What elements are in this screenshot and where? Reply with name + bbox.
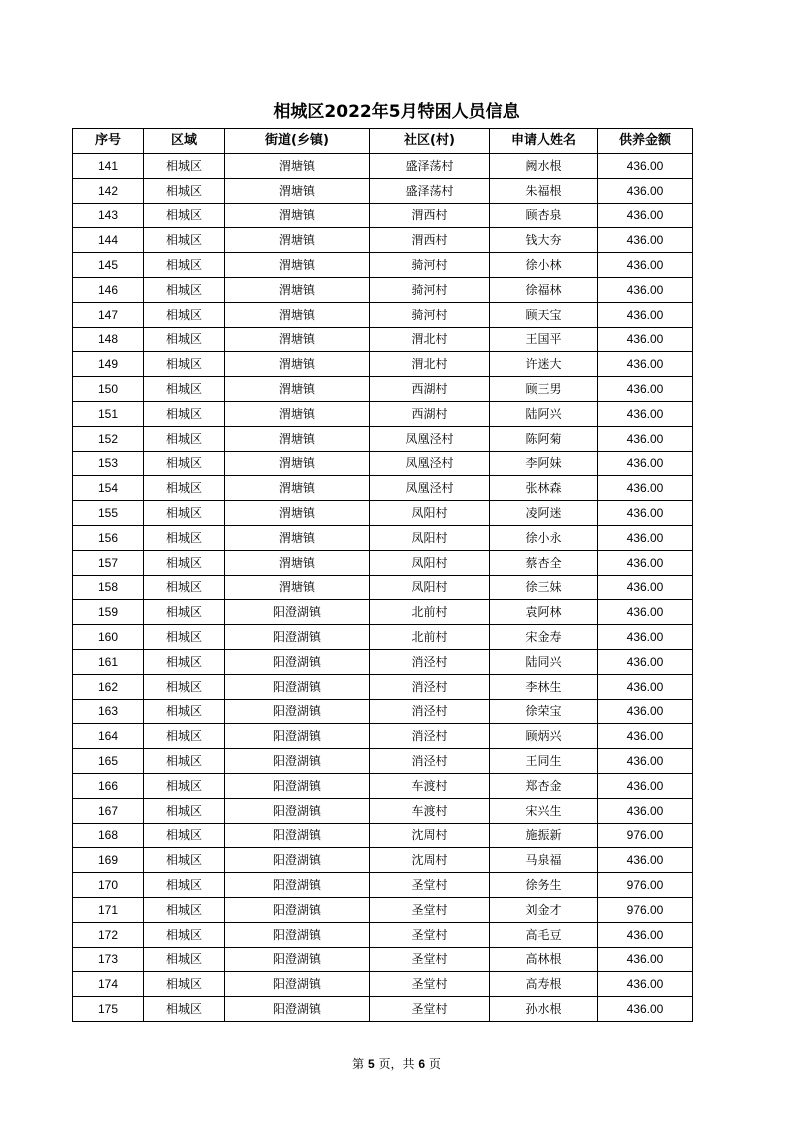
table-row (73, 253, 693, 278)
cell-index: 162 (73, 674, 144, 699)
cell-village: 凤凰泾村 (370, 476, 490, 501)
cell-name: 高毛豆 (490, 922, 598, 947)
cell-district: 相城区 (144, 848, 225, 873)
cell-district: 相城区 (144, 997, 225, 1022)
cell-amount: 436.00 (598, 501, 693, 526)
cell-name: 高林根 (490, 947, 598, 972)
cell-amount: 436.00 (598, 749, 693, 774)
cell-name: 徐小永 (490, 525, 598, 550)
cell-index: 153 (73, 451, 144, 476)
cell-name: 许迷大 (490, 352, 598, 377)
cell-town: 渭塘镇 (225, 352, 370, 377)
cell-village: 西湖村 (370, 401, 490, 426)
cell-town: 阳澄湖镇 (225, 798, 370, 823)
cell-village: 消泾村 (370, 699, 490, 724)
cell-district: 相城区 (144, 352, 225, 377)
cell-amount: 436.00 (598, 550, 693, 575)
data-table (72, 128, 693, 1022)
cell-town: 阳澄湖镇 (225, 922, 370, 947)
cell-village: 渭北村 (370, 352, 490, 377)
cell-district: 相城区 (144, 649, 225, 674)
cell-index: 144 (73, 228, 144, 253)
header-index: 序号 (73, 129, 144, 154)
cell-index: 156 (73, 525, 144, 550)
cell-name: 宋兴生 (490, 798, 598, 823)
cell-name: 钱大夯 (490, 228, 598, 253)
cell-index: 143 (73, 203, 144, 228)
cell-district: 相城区 (144, 674, 225, 699)
table-row (73, 649, 693, 674)
cell-district: 相城区 (144, 947, 225, 972)
cell-town: 渭塘镇 (225, 203, 370, 228)
cell-amount: 436.00 (598, 154, 693, 179)
cell-district: 相城区 (144, 699, 225, 724)
cell-index: 171 (73, 897, 144, 922)
table-row (73, 426, 693, 451)
cell-amount: 436.00 (598, 228, 693, 253)
table-row (73, 154, 693, 179)
cell-amount: 436.00 (598, 997, 693, 1022)
cell-amount: 436.00 (598, 724, 693, 749)
cell-village: 消泾村 (370, 749, 490, 774)
cell-district: 相城区 (144, 277, 225, 302)
cell-index: 169 (73, 848, 144, 873)
cell-district: 相城区 (144, 749, 225, 774)
footer-suffix: 页 (428, 1057, 441, 1071)
cell-index: 167 (73, 798, 144, 823)
table-row (73, 401, 693, 426)
cell-amount: 436.00 (598, 327, 693, 352)
table-row (73, 972, 693, 997)
cell-village: 沈周村 (370, 823, 490, 848)
table-row (73, 327, 693, 352)
cell-district: 相城区 (144, 154, 225, 179)
table-row (73, 773, 693, 798)
cell-village: 渭北村 (370, 327, 490, 352)
table-row (73, 203, 693, 228)
cell-name: 孙水根 (490, 997, 598, 1022)
cell-district: 相城区 (144, 451, 225, 476)
cell-town: 渭塘镇 (225, 154, 370, 179)
cell-village: 北前村 (370, 625, 490, 650)
cell-amount: 436.00 (598, 848, 693, 873)
table-row (73, 501, 693, 526)
page-title: 相城区2022年5月特困人员信息 (273, 102, 520, 122)
cell-index: 154 (73, 476, 144, 501)
cell-district: 相城区 (144, 426, 225, 451)
cell-amount: 436.00 (598, 451, 693, 476)
cell-amount: 436.00 (598, 302, 693, 327)
cell-village: 圣堂村 (370, 897, 490, 922)
cell-name: 顾天宝 (490, 302, 598, 327)
page-footer (0, 1056, 793, 1072)
cell-name: 陈阿菊 (490, 426, 598, 451)
cell-amount: 436.00 (598, 947, 693, 972)
cell-town: 阳澄湖镇 (225, 947, 370, 972)
cell-village: 圣堂村 (370, 972, 490, 997)
cell-amount: 976.00 (598, 873, 693, 898)
cell-town: 渭塘镇 (225, 253, 370, 278)
cell-district: 相城区 (144, 525, 225, 550)
cell-district: 相城区 (144, 302, 225, 327)
table-row (73, 922, 693, 947)
cell-index: 172 (73, 922, 144, 947)
cell-index: 175 (73, 997, 144, 1022)
cell-town: 阳澄湖镇 (225, 823, 370, 848)
cell-name: 高寿根 (490, 972, 598, 997)
cell-index: 145 (73, 253, 144, 278)
cell-district: 相城区 (144, 873, 225, 898)
cell-village: 车渡村 (370, 798, 490, 823)
cell-name: 顾杏泉 (490, 203, 598, 228)
cell-town: 渭塘镇 (225, 327, 370, 352)
cell-index: 158 (73, 575, 144, 600)
cell-village: 凤凰泾村 (370, 451, 490, 476)
cell-index: 149 (73, 352, 144, 377)
cell-name: 徐小林 (490, 253, 598, 278)
cell-amount: 436.00 (598, 699, 693, 724)
cell-name: 凌阿迷 (490, 501, 598, 526)
cell-index: 150 (73, 377, 144, 402)
cell-district: 相城区 (144, 401, 225, 426)
cell-district: 相城区 (144, 625, 225, 650)
table-row (73, 873, 693, 898)
cell-district: 相城区 (144, 550, 225, 575)
table-row (73, 451, 693, 476)
cell-village: 骑河村 (370, 253, 490, 278)
cell-village: 凤阳村 (370, 501, 490, 526)
cell-name: 徐务生 (490, 873, 598, 898)
cell-town: 渭塘镇 (225, 426, 370, 451)
table-row (73, 575, 693, 600)
cell-village: 消泾村 (370, 674, 490, 699)
cell-village: 骑河村 (370, 277, 490, 302)
cell-village: 西湖村 (370, 377, 490, 402)
cell-amount: 976.00 (598, 897, 693, 922)
cell-town: 阳澄湖镇 (225, 625, 370, 650)
cell-district: 相城区 (144, 897, 225, 922)
table-row (73, 897, 693, 922)
cell-village: 北前村 (370, 600, 490, 625)
cell-amount: 436.00 (598, 674, 693, 699)
cell-index: 163 (73, 699, 144, 724)
cell-name: 施振新 (490, 823, 598, 848)
cell-district: 相城区 (144, 253, 225, 278)
cell-amount: 436.00 (598, 649, 693, 674)
header-amount: 供养金额 (598, 129, 693, 154)
cell-town: 阳澄湖镇 (225, 848, 370, 873)
cell-village: 骑河村 (370, 302, 490, 327)
cell-name: 蔡杏全 (490, 550, 598, 575)
header-district: 区域 (144, 129, 225, 154)
table-row (73, 352, 693, 377)
cell-town: 渭塘镇 (225, 228, 370, 253)
footer-page-number: 5 (367, 1057, 375, 1071)
cell-village: 渭西村 (370, 228, 490, 253)
cell-index: 146 (73, 277, 144, 302)
cell-index: 160 (73, 625, 144, 650)
cell-village: 车渡村 (370, 773, 490, 798)
table-row (73, 699, 693, 724)
cell-district: 相城区 (144, 178, 225, 203)
cell-town: 阳澄湖镇 (225, 600, 370, 625)
cell-district: 相城区 (144, 377, 225, 402)
cell-town: 阳澄湖镇 (225, 897, 370, 922)
cell-name: 徐福林 (490, 277, 598, 302)
cell-index: 170 (73, 873, 144, 898)
cell-district: 相城区 (144, 972, 225, 997)
table-row (73, 600, 693, 625)
cell-district: 相城区 (144, 922, 225, 947)
header-name: 申请人姓名 (490, 129, 598, 154)
cell-index: 165 (73, 749, 144, 774)
header-town: 街道(乡镇) (225, 129, 370, 154)
cell-name: 王国平 (490, 327, 598, 352)
cell-village: 盛泽荡村 (370, 154, 490, 179)
table-row (73, 947, 693, 972)
cell-index: 151 (73, 401, 144, 426)
cell-village: 圣堂村 (370, 922, 490, 947)
cell-index: 159 (73, 600, 144, 625)
cell-index: 168 (73, 823, 144, 848)
cell-name: 李阿妹 (490, 451, 598, 476)
cell-town: 渭塘镇 (225, 476, 370, 501)
cell-amount: 436.00 (598, 203, 693, 228)
cell-index: 157 (73, 550, 144, 575)
header-village: 社区(村) (370, 129, 490, 154)
table-row (73, 302, 693, 327)
cell-town: 阳澄湖镇 (225, 649, 370, 674)
cell-name: 陆阿兴 (490, 401, 598, 426)
cell-name: 阙水根 (490, 154, 598, 179)
table-row (73, 525, 693, 550)
cell-town: 阳澄湖镇 (225, 749, 370, 774)
cell-name: 王同生 (490, 749, 598, 774)
cell-amount: 436.00 (598, 352, 693, 377)
cell-village: 凤阳村 (370, 550, 490, 575)
header-row (73, 129, 693, 154)
cell-town: 渭塘镇 (225, 451, 370, 476)
cell-district: 相城区 (144, 575, 225, 600)
cell-name: 朱福根 (490, 178, 598, 203)
cell-town: 渭塘镇 (225, 302, 370, 327)
cell-index: 148 (73, 327, 144, 352)
cell-village: 渭西村 (370, 203, 490, 228)
cell-town: 渭塘镇 (225, 178, 370, 203)
table-row (73, 277, 693, 302)
cell-name: 徐荣宝 (490, 699, 598, 724)
table-row (73, 674, 693, 699)
cell-district: 相城区 (144, 327, 225, 352)
cell-amount: 436.00 (598, 798, 693, 823)
cell-district: 相城区 (144, 228, 225, 253)
cell-name: 刘金才 (490, 897, 598, 922)
table-row (73, 550, 693, 575)
cell-village: 凤阳村 (370, 525, 490, 550)
table-row (73, 178, 693, 203)
cell-amount: 436.00 (598, 922, 693, 947)
cell-amount: 436.00 (598, 525, 693, 550)
cell-index: 173 (73, 947, 144, 972)
cell-index: 155 (73, 501, 144, 526)
cell-index: 161 (73, 649, 144, 674)
cell-amount: 976.00 (598, 823, 693, 848)
cell-town: 阳澄湖镇 (225, 773, 370, 798)
cell-index: 142 (73, 178, 144, 203)
cell-district: 相城区 (144, 773, 225, 798)
cell-town: 渭塘镇 (225, 277, 370, 302)
cell-name: 张林森 (490, 476, 598, 501)
table-row (73, 377, 693, 402)
table-row (73, 848, 693, 873)
cell-amount: 436.00 (598, 178, 693, 203)
cell-name: 袁阿林 (490, 600, 598, 625)
cell-village: 圣堂村 (370, 873, 490, 898)
cell-name: 顾炳兴 (490, 724, 598, 749)
footer-mid: 页，共 (378, 1057, 415, 1071)
cell-village: 消泾村 (370, 649, 490, 674)
cell-amount: 436.00 (598, 277, 693, 302)
cell-index: 147 (73, 302, 144, 327)
table-row (73, 228, 693, 253)
cell-district: 相城区 (144, 600, 225, 625)
cell-amount: 436.00 (598, 773, 693, 798)
cell-index: 164 (73, 724, 144, 749)
cell-district: 相城区 (144, 724, 225, 749)
cell-village: 盛泽荡村 (370, 178, 490, 203)
cell-name: 陆同兴 (490, 649, 598, 674)
cell-index: 166 (73, 773, 144, 798)
cell-town: 渭塘镇 (225, 550, 370, 575)
cell-town: 渭塘镇 (225, 377, 370, 402)
cell-name: 顾三男 (490, 377, 598, 402)
cell-village: 凤凰泾村 (370, 426, 490, 451)
cell-district: 相城区 (144, 476, 225, 501)
cell-index: 141 (73, 154, 144, 179)
cell-name: 郑杏金 (490, 773, 598, 798)
cell-village: 沈周村 (370, 848, 490, 873)
table-body (73, 154, 693, 1022)
cell-town: 阳澄湖镇 (225, 873, 370, 898)
cell-village: 凤阳村 (370, 575, 490, 600)
cell-index: 152 (73, 426, 144, 451)
cell-amount: 436.00 (598, 600, 693, 625)
table-row (73, 625, 693, 650)
cell-village: 消泾村 (370, 724, 490, 749)
cell-town: 渭塘镇 (225, 501, 370, 526)
cell-amount: 436.00 (598, 476, 693, 501)
cell-town: 阳澄湖镇 (225, 997, 370, 1022)
cell-amount: 436.00 (598, 972, 693, 997)
cell-town: 阳澄湖镇 (225, 699, 370, 724)
cell-name: 徐三妹 (490, 575, 598, 600)
cell-village: 圣堂村 (370, 997, 490, 1022)
cell-amount: 436.00 (598, 575, 693, 600)
cell-amount: 436.00 (598, 377, 693, 402)
cell-name: 马泉福 (490, 848, 598, 873)
cell-index: 174 (73, 972, 144, 997)
table-row (73, 749, 693, 774)
cell-amount: 436.00 (598, 401, 693, 426)
cell-town: 渭塘镇 (225, 401, 370, 426)
table-row (73, 476, 693, 501)
cell-district: 相城区 (144, 823, 225, 848)
footer-prefix: 第 (352, 1057, 365, 1071)
cell-town: 阳澄湖镇 (225, 674, 370, 699)
cell-town: 阳澄湖镇 (225, 724, 370, 749)
cell-district: 相城区 (144, 501, 225, 526)
cell-amount: 436.00 (598, 625, 693, 650)
cell-town: 渭塘镇 (225, 525, 370, 550)
table-row (73, 798, 693, 823)
footer-total-pages: 6 (418, 1057, 426, 1071)
cell-name: 李林生 (490, 674, 598, 699)
cell-district: 相城区 (144, 203, 225, 228)
cell-town: 阳澄湖镇 (225, 972, 370, 997)
table-row (73, 724, 693, 749)
cell-town: 渭塘镇 (225, 575, 370, 600)
cell-amount: 436.00 (598, 253, 693, 278)
table-row (73, 997, 693, 1022)
cell-amount: 436.00 (598, 426, 693, 451)
cell-village: 圣堂村 (370, 947, 490, 972)
table-row (73, 823, 693, 848)
cell-name: 宋金寿 (490, 625, 598, 650)
cell-district: 相城区 (144, 798, 225, 823)
